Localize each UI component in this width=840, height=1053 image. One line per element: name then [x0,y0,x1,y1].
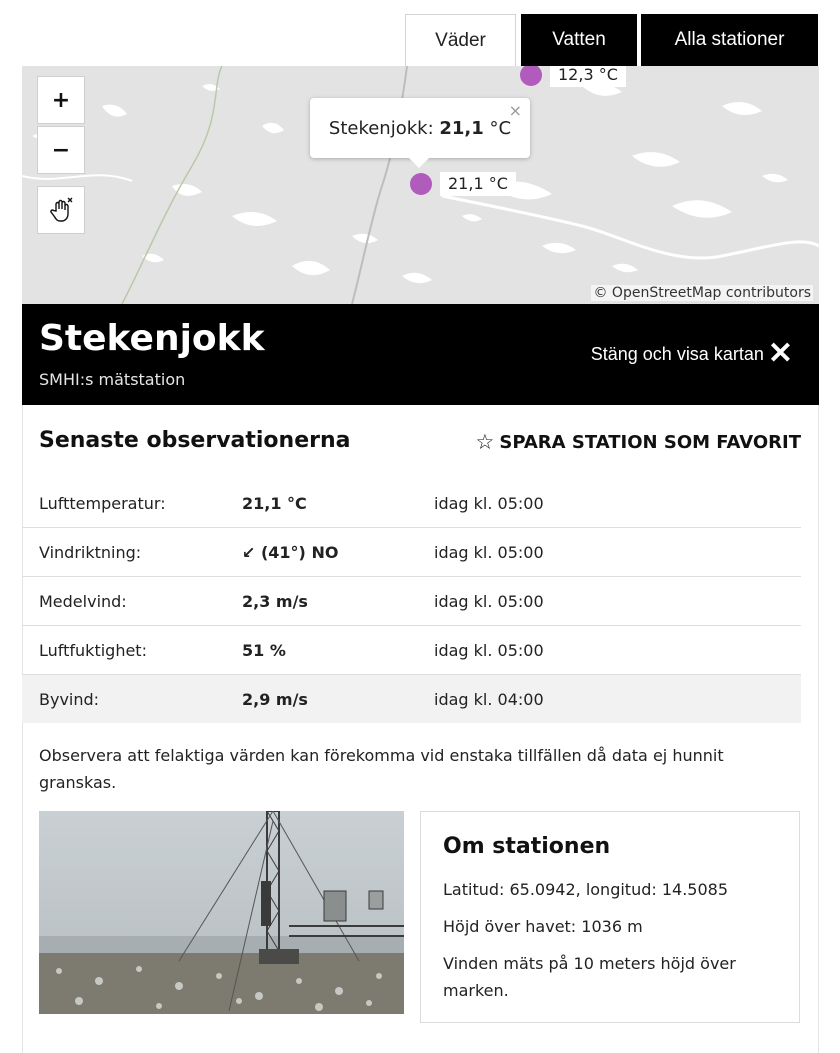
row-value: 2,9 m/s [224,675,417,724]
row-time: idag kl. 04:00 [417,675,801,724]
row-label: Vindriktning: [22,528,224,577]
table-row [22,528,801,577]
row-label: Byvind: [22,675,224,724]
close-icon: ✕ [767,337,793,370]
data-quality-note: Observera att felaktiga värden kan förekomma vid enstaka tillfällen då data ej hunnit granskas. [39,746,724,792]
map[interactable] [22,66,819,304]
station-photo [39,811,404,1014]
row-value: 21,1 °C [224,479,417,528]
hand-icon [48,197,74,223]
marker-label: 21,1 °C [440,172,516,196]
tab-alla-stationer[interactable]: Alla stationer [641,14,818,66]
table-row [22,675,801,724]
close-map-button[interactable] [590,337,793,370]
pan-toggle-button[interactable] [37,186,85,234]
about-station-title: Om stationen [443,834,611,859]
row-value: 51 % [224,626,417,675]
wind-measure-note: Vinden mäts på 10 meters höjd över marken. [443,954,736,1000]
row-value: 2,3 m/s [224,577,417,626]
row-label: Medelvind: [22,577,224,626]
zoom-in-button[interactable]: + [37,76,85,124]
table-row [22,626,801,675]
station-title: Stekenjokk [39,318,265,359]
zoom-out-button[interactable]: − [37,126,85,174]
close-map-label: Stäng och visa kartan [590,343,764,364]
row-value: ↙ (41°) NO [224,528,417,577]
coordinates: Latitud: 65.0942, longitud: 14.5085 [443,880,729,899]
row-label: Lufttemperatur: [22,479,224,528]
station-popup [310,98,530,158]
observations-table [22,479,801,723]
station-header [22,304,819,405]
save-favorite-label: SPARA STATION SOM FAVORIT [499,431,801,453]
row-time: idag kl. 05:00 [417,479,801,528]
popup-text: Stekenjokk: 21,1 °C [328,117,512,139]
map-attribution: © OpenStreetMap contributors [593,285,811,301]
row-time: idag kl. 05:00 [417,528,801,577]
observations-heading: Senaste observationerna [39,428,351,453]
star-icon: ☆ [475,430,495,454]
station-marker-selected[interactable] [410,173,432,195]
table-row [22,479,801,528]
popup-close-icon[interactable]: × [508,101,522,120]
about-station-box [420,811,800,1023]
tab-vader[interactable]: Väder [405,14,516,66]
row-time: idag kl. 05:00 [417,577,801,626]
altitude: Höjd över havet: 1036 m [443,917,643,936]
save-favorite-button[interactable] [476,430,801,454]
tab-vatten[interactable]: Vatten [521,14,637,66]
row-label: Luftfuktighet: [22,626,224,675]
row-time: idag kl. 05:00 [417,626,801,675]
marker-label: 12,3 °C [550,66,626,87]
table-row [22,577,801,626]
station-subtitle: SMHI:s mätstation [39,370,186,389]
